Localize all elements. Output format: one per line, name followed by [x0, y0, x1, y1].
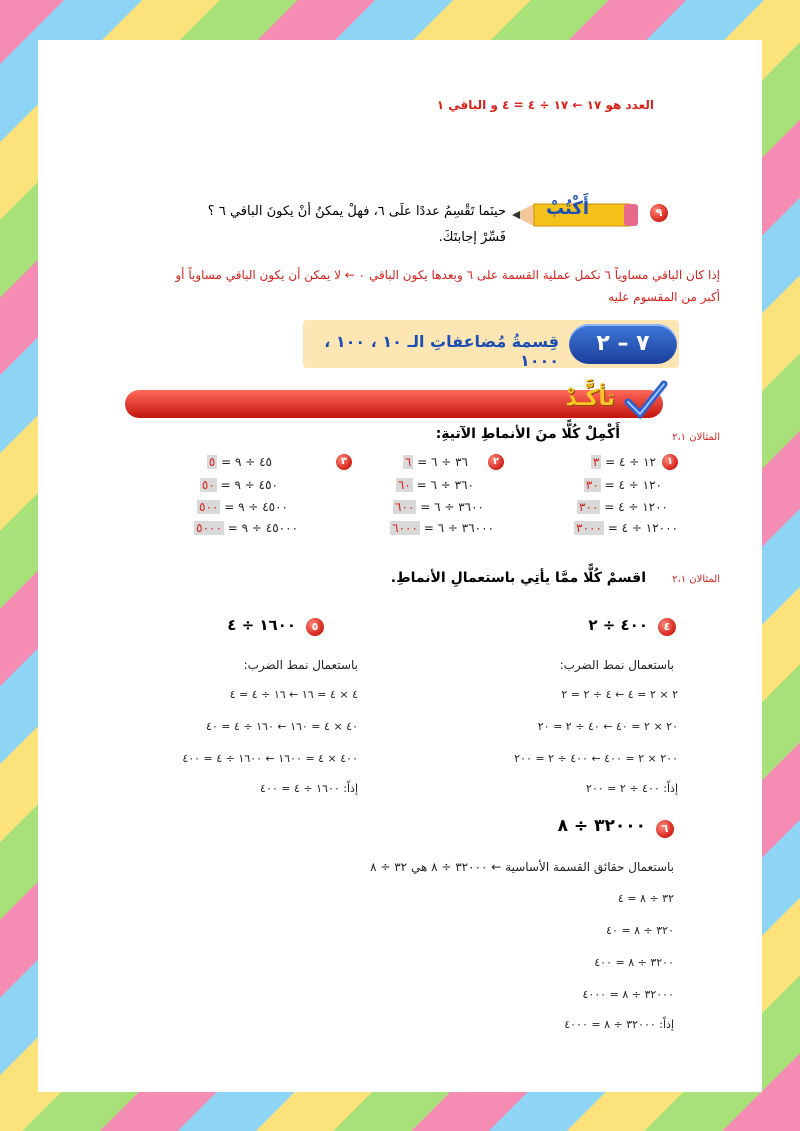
pattern-row: ١٢٠٠ ÷ ٤ = ٣٠٠	[579, 500, 668, 514]
answer-box: ٣٠٠	[579, 500, 599, 514]
pattern-row: ٣٦ ÷ ٦ = ٦	[404, 455, 468, 469]
problem-number-badge: ٤	[658, 618, 676, 636]
top-answer: العدد هو ١٧ ← ١٧ ÷ ٤ = ٤ و الباقي ١	[436, 98, 654, 112]
work-row: ٤٠٠ × ٤ = ١٦٠٠ ← ١٦٠٠ ÷ ٤ = ٤٠٠	[182, 752, 358, 765]
problem-title: ٤٠٠ ÷ ٢	[588, 616, 648, 634]
section1-ref: المثالان ٢،١	[672, 432, 720, 443]
lesson-title: قِسمةُ مُضاعفاتِ الـ ١٠ ، ١٠٠ ، ١٠٠٠	[324, 332, 559, 370]
work-row: ٢ × ٢ = ٤ ← ٤ ÷ ٢ = ٢	[561, 688, 678, 701]
problem-number-badge: ٥	[306, 618, 324, 636]
pattern-row: ٣٦٠٠٠ ÷ ٦ = ٦٠٠٠	[392, 521, 494, 535]
work-row: ٢٠٠ × ٢ = ٤٠٠ ← ٤٠٠ ÷ ٢ = ٢٠٠	[514, 752, 678, 765]
worksheet-page	[38, 40, 762, 1092]
work-row: ٣٢ ÷ ٨ = ٤	[617, 892, 674, 905]
pattern-row: ٤٥ ÷ ٩ = ٥	[208, 455, 272, 469]
problem-number-badge: ٦	[656, 820, 674, 838]
work-row: ٤ × ٤ = ١٦ ← ١٦ ÷ ٤ = ٤	[229, 688, 358, 701]
answer-box: ٥	[208, 455, 216, 469]
answer-box: ٦	[404, 455, 412, 469]
problem-number-badge: ٢	[488, 454, 504, 470]
answer-box: ٦٠	[397, 478, 411, 492]
answer-box: ٥٠	[201, 478, 215, 492]
pattern-row: ٤٥٠٠٠ ÷ ٩ = ٥٠٠٠	[196, 521, 298, 535]
problem-title: ١٦٠٠ ÷ ٤	[227, 616, 296, 634]
section2-heading: اقسمْ كُلًّا ممَّا يأتِي باستعمالِ الأنماطِ.	[390, 570, 646, 586]
problem-title: ٣٢٠٠٠ ÷ ٨	[557, 816, 646, 836]
question-text-line1: حينَما تَقْسِمُ عددًا علَى ٦، فهلْ يمكنُ أنْ يكونَ الباقي ٦ ؟	[207, 204, 506, 219]
pattern-row: ٤٥٠ ÷ ٩ = ٥٠	[201, 478, 278, 492]
work-row: إذاً: ٣٢٠٠٠ ÷ ٨ = ٤٠٠٠	[564, 1018, 674, 1031]
work-row: إذاً: ١٦٠٠ ÷ ٤ = ٤٠٠	[260, 782, 358, 795]
pattern-row: ٣٦٠٠ ÷ ٦ = ٦٠٠	[395, 500, 484, 514]
answer-box: ٦٠٠	[395, 500, 415, 514]
section1-heading: أَكْمِلْ كُلًّا منَ الأنماطِ الآتيةِ:	[435, 426, 620, 442]
problem-number-badge: ٣	[336, 454, 352, 470]
pattern-row: ١٢٠ ÷ ٤ = ٣٠	[585, 478, 662, 492]
question-answer-line1: إذا كان الباقي مساوياً ٦ نكمل عملية القسمة على ٦ وبعدها يكون الباقي ٠ ← لا يمكن أن يكون الباقي مساوياً أو	[175, 268, 720, 282]
answer-box: ٦٠٠٠	[392, 521, 418, 535]
check-label: تأكَّـدْ	[565, 386, 615, 411]
answer-box: ٣	[592, 455, 600, 469]
method-label: باستعمال نمط الضرب:	[559, 658, 674, 672]
check-section-bar	[125, 386, 663, 418]
answer-box: ٣٠٠٠	[576, 521, 602, 535]
work-row: ٣٢٠٠ ÷ ٨ = ٤٠٠	[594, 956, 674, 969]
question-text-line2: فَسِّرْ إجابتَكَ.	[438, 230, 506, 245]
checkmark-icon	[622, 378, 668, 424]
lesson-banner	[303, 320, 679, 368]
write-label: أَكْتُبْ	[546, 198, 590, 219]
problem-number-badge: ١	[662, 454, 678, 470]
section2-ref: المثالان ٢،١	[672, 574, 720, 585]
question-answer-line2: أكبر من المقسوم عليه	[608, 290, 720, 304]
pattern-row: ٣٦٠ ÷ ٦ = ٦٠	[397, 478, 474, 492]
answer-box: ٣٠	[585, 478, 599, 492]
pattern-row: ٤٥٠٠ ÷ ٩ = ٥٠٠	[199, 500, 288, 514]
work-row: ٣٢٠٠٠ ÷ ٨ = ٤٠٠٠	[582, 988, 674, 1001]
work-row: إذاً: ٤٠٠ ÷ ٢ = ٢٠٠	[585, 782, 678, 795]
answer-box: ٥٠٠٠	[196, 521, 222, 535]
pattern-row: ١٢٠٠٠ ÷ ٤ = ٣٠٠٠	[576, 521, 678, 535]
method-label: باستعمال نمط الضرب:	[243, 658, 358, 672]
work-row: ٤٠ × ٤ = ١٦٠ ← ١٦٠ ÷ ٤ = ٤٠	[205, 720, 358, 733]
method-label: باستعمال حقائق القسمة الأساسية ← ٣٢٠٠٠ ÷ ٨ هي ٣٢ ÷ ٨	[370, 860, 674, 874]
work-row: ٢٠ × ٢ = ٤٠ ← ٤٠ ÷ ٢ = ٢٠	[537, 720, 678, 733]
work-row: ٣٢٠ ÷ ٨ = ٤٠	[606, 924, 674, 937]
pattern-row: ١٢ ÷ ٤ = ٣	[592, 455, 656, 469]
lesson-number: ٧ – ٢	[569, 324, 677, 364]
answer-box: ٥٠٠	[199, 500, 219, 514]
question-number-badge: ٩	[650, 204, 668, 222]
